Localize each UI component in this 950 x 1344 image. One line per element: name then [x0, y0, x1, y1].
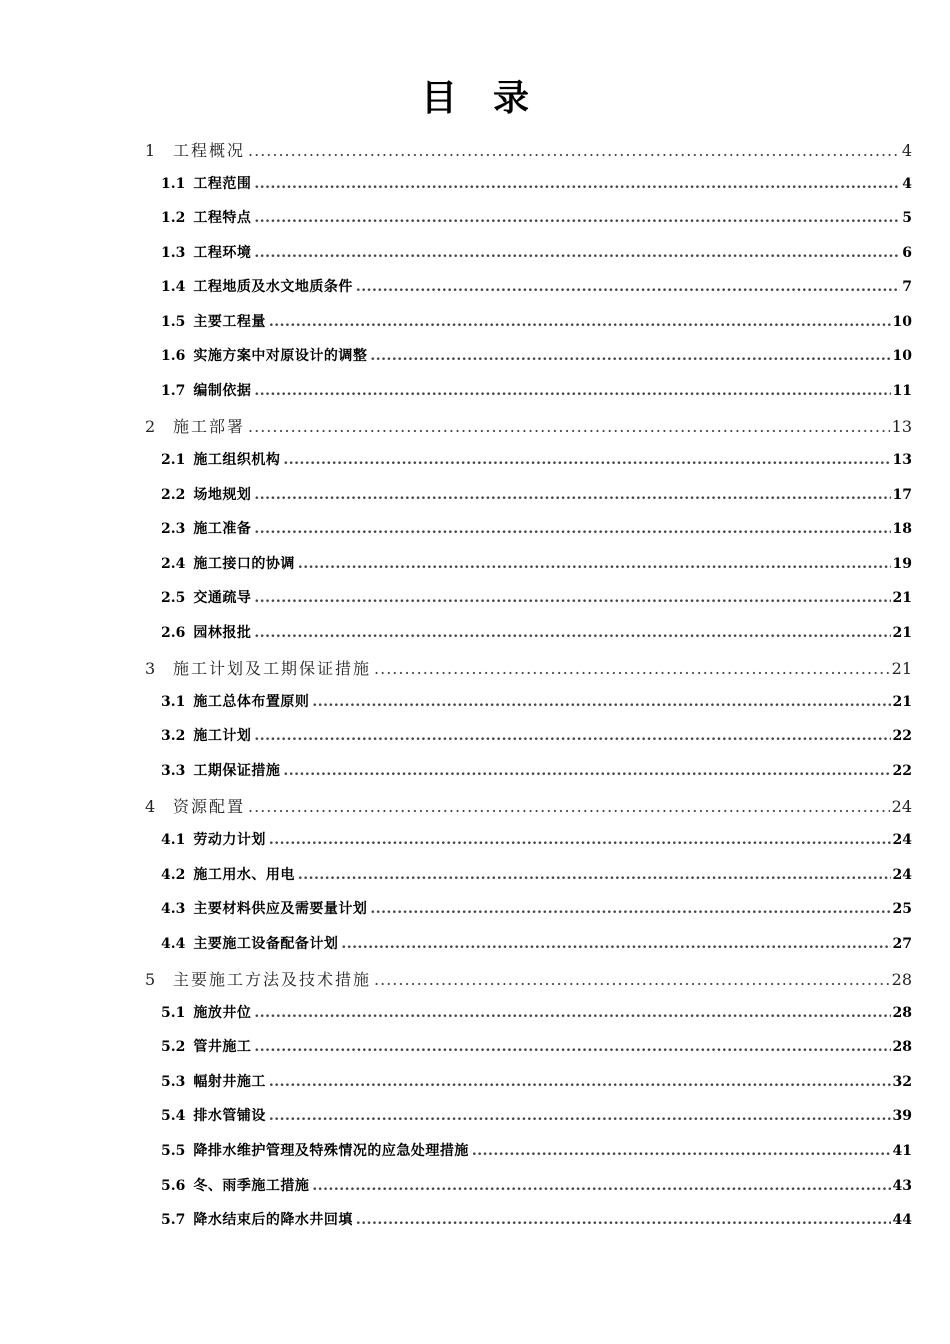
toc-leader-dots — [269, 314, 891, 330]
toc-entry-number: 1.7 — [161, 382, 186, 399]
toc-leader-dots — [283, 452, 890, 468]
toc-section-entry[interactable] — [161, 1036, 912, 1056]
toc-entry-number: 5.7 — [161, 1212, 186, 1229]
toc-page-number: 21 — [892, 624, 912, 641]
toc-entry-number: 2.3 — [161, 521, 186, 538]
toc-entry-title: 主要工程量 — [193, 313, 266, 330]
toc-page-number: 7 — [902, 279, 912, 296]
toc-section-entry[interactable] — [161, 345, 912, 365]
toc-entry-title: 降排水维护管理及特殊情况的应急处理措施 — [193, 1142, 469, 1159]
toc-entry-title: 劳动力计划 — [193, 832, 266, 848]
toc-page-number: 13 — [892, 451, 912, 468]
toc-page-number: 11 — [892, 382, 912, 399]
toc-section-entry[interactable] — [161, 484, 912, 504]
toc-entry-number: 5.6 — [161, 1177, 186, 1194]
toc-entry-title: 工程概况 — [173, 141, 246, 160]
toc-entry-number: 4.1 — [161, 832, 186, 848]
toc-section-entry[interactable] — [161, 380, 912, 400]
toc-entry-number: 3.3 — [161, 762, 186, 779]
toc-leader-dots — [248, 417, 890, 436]
toc-leader-dots — [254, 1039, 890, 1055]
toc-entry-title: 编制依据 — [193, 382, 252, 399]
toc-leader-dots — [312, 694, 890, 710]
toc-leader-dots — [341, 936, 890, 952]
toc-section-entry[interactable] — [161, 311, 912, 331]
toc-entry-title: 施工准备 — [193, 521, 252, 538]
toc-section-entry[interactable] — [161, 760, 912, 780]
toc-entry-title: 幅射井施工 — [193, 1073, 266, 1090]
toc-page-number: 4 — [901, 141, 912, 160]
toc-page-number: 28 — [892, 1004, 912, 1021]
toc-entry-title: 施工计划 — [193, 728, 252, 745]
toc-leader-dots — [472, 1143, 891, 1159]
toc-entry-title: 工程地质及水文地质条件 — [193, 279, 353, 296]
toc-entry-title: 主要施工设备配备计划 — [193, 935, 339, 952]
toc-leader-dots — [312, 1178, 890, 1194]
toc-leader-dots — [370, 901, 890, 917]
toc-leader-dots — [254, 176, 900, 192]
toc-entry-title: 施工计划及工期保证措施 — [173, 659, 372, 679]
toc-leader-dots — [370, 348, 890, 364]
toc-leader-dots — [254, 210, 900, 226]
toc-entry-number: 1.5 — [161, 313, 186, 330]
toc-section-entry[interactable] — [161, 1071, 912, 1091]
toc-entry-title: 场地规划 — [193, 486, 252, 503]
toc-section-entry[interactable] — [161, 864, 912, 884]
toc-leader-dots — [254, 487, 890, 503]
toc-page-number: 21 — [892, 693, 912, 710]
toc-entry-title: 工期保证措施 — [193, 762, 281, 779]
toc-entry-title: 工程环境 — [193, 244, 252, 261]
toc-entry-number: 5.2 — [161, 1039, 186, 1056]
toc-section-entry[interactable] — [161, 898, 912, 918]
toc-entry-title: 排水管铺设 — [193, 1108, 266, 1125]
toc-leader-dots — [248, 141, 900, 160]
toc-leader-dots — [248, 797, 890, 816]
toc-leader-dots — [356, 279, 900, 295]
toc-section-entry[interactable] — [161, 1002, 912, 1022]
toc-page-number: 27 — [892, 935, 912, 952]
toc-section-entry[interactable] — [161, 553, 912, 573]
toc-leader-dots — [298, 867, 891, 883]
toc-section-entry[interactable] — [161, 276, 912, 296]
toc-page-number: 28 — [891, 970, 912, 990]
toc-entry-number: 5.3 — [161, 1073, 186, 1090]
toc-page-number: 43 — [892, 1177, 912, 1194]
toc-entry-number: 1.6 — [161, 348, 186, 365]
toc-leader-dots — [374, 970, 890, 989]
toc-entry-number: 1.2 — [161, 210, 186, 227]
toc-entry-number: 3.1 — [161, 693, 186, 710]
toc-entry-number: 4.3 — [161, 901, 186, 918]
toc-section-entry[interactable] — [161, 1140, 912, 1160]
toc-entry-title: 施放井位 — [193, 1004, 252, 1021]
toc-entry-number: 3 — [145, 659, 156, 679]
toc-page-number: 39 — [892, 1108, 912, 1125]
toc-leader-dots — [269, 832, 891, 848]
toc-page-number: 24 — [891, 797, 912, 817]
toc-entry-title: 施工总体布置原则 — [193, 693, 310, 710]
toc-leader-dots — [254, 245, 900, 261]
toc-section-entry[interactable] — [161, 1209, 912, 1229]
toc-entry-title: 工程特点 — [193, 210, 252, 227]
toc-section-entry[interactable] — [161, 691, 912, 711]
toc-entry-number: 2.2 — [161, 486, 186, 503]
toc-entry-number: 1.1 — [161, 175, 186, 192]
toc-section-entry[interactable] — [161, 242, 912, 262]
toc-page-number: 18 — [892, 521, 912, 538]
toc-page-number: 10 — [892, 348, 912, 365]
toc-section-entry[interactable] — [161, 518, 912, 538]
toc-entry-title: 实施方案中对原设计的调整 — [193, 348, 368, 365]
toc-page-number: 10 — [892, 313, 912, 330]
toc-section-entry[interactable] — [161, 725, 912, 745]
toc-entry-number: 2.4 — [161, 555, 186, 572]
toc-leader-dots — [254, 728, 890, 744]
toc-entry-title: 主要材料供应及需要量计划 — [193, 901, 368, 918]
toc-entry-number: 2.1 — [161, 451, 186, 468]
toc-section-entry[interactable] — [161, 207, 912, 227]
toc-entry-title: 工程范围 — [193, 175, 252, 192]
toc-page-number: 28 — [892, 1039, 912, 1056]
toc-section-entry[interactable] — [161, 933, 912, 953]
toc-page-number: 44 — [892, 1212, 912, 1229]
toc-entry-number: 2 — [145, 417, 156, 437]
toc-page-number: 21 — [892, 590, 912, 607]
toc-entry-title: 施工接口的协调 — [193, 555, 295, 572]
toc-leader-dots — [356, 1212, 891, 1228]
toc-entry-title: 施工部署 — [173, 417, 246, 437]
toc-section-entry[interactable] — [161, 829, 912, 849]
toc-page-number: 13 — [891, 417, 912, 437]
toc-entry-number: 5.4 — [161, 1108, 186, 1125]
toc-section-entry[interactable] — [161, 622, 912, 642]
toc-page-number: 19 — [892, 555, 912, 572]
toc-page-number: 32 — [892, 1073, 912, 1090]
toc-chapter-entry[interactable] — [145, 967, 912, 990]
toc-entry-number: 3.2 — [161, 728, 186, 745]
toc-leader-dots — [254, 521, 890, 537]
toc-section-entry[interactable] — [161, 449, 912, 469]
toc-page-number: 22 — [892, 762, 912, 779]
toc-entry-number: 1 — [145, 141, 156, 160]
toc-leader-dots — [269, 1108, 891, 1124]
toc-entry-title: 降水结束后的降水井回填 — [193, 1212, 353, 1229]
toc-section-entry[interactable] — [161, 1175, 912, 1195]
toc-entry-title: 资源配置 — [173, 797, 246, 817]
toc-chapter-entry[interactable] — [145, 794, 912, 817]
toc-leader-dots — [374, 659, 890, 678]
toc-section-entry[interactable] — [161, 587, 912, 607]
page-title: 目 录 — [420, 77, 529, 119]
toc-page-number: 24 — [892, 866, 912, 883]
toc-entry-number: 4.2 — [161, 866, 186, 883]
toc-entry-title: 冬、雨季施工措施 — [193, 1177, 310, 1194]
toc-leader-dots — [283, 763, 890, 779]
toc-page-number: 24 — [892, 832, 912, 848]
toc-entry-number: 5.5 — [161, 1142, 186, 1159]
toc-entry-number: 1.3 — [161, 244, 186, 261]
toc-page-number: 21 — [891, 659, 912, 679]
toc-entry-title: 施工组织机构 — [193, 451, 281, 468]
toc-entry-title: 管井施工 — [193, 1039, 252, 1056]
toc-leader-dots — [298, 556, 891, 572]
toc-page-number: 4 — [902, 175, 912, 192]
toc-leader-dots — [254, 383, 890, 399]
toc-entry-title: 交通疏导 — [193, 590, 252, 607]
toc-page-number: 5 — [902, 210, 912, 227]
toc-section-entry[interactable] — [161, 1105, 912, 1125]
toc-page-number: 6 — [902, 244, 912, 261]
toc-leader-dots — [269, 1074, 891, 1090]
toc-entry-title: 主要施工方法及技术措施 — [173, 970, 372, 990]
toc-entry-title: 园林报批 — [193, 624, 252, 641]
toc-chapter-entry[interactable] — [145, 414, 912, 437]
toc-page-number: 25 — [892, 901, 912, 918]
toc-page-number: 41 — [892, 1142, 912, 1159]
toc-entry-number: 4.4 — [161, 935, 186, 952]
toc-leader-dots — [254, 1005, 890, 1021]
toc-chapter-entry[interactable] — [145, 138, 912, 161]
toc-leader-dots — [254, 590, 890, 606]
toc-entry-number: 2.6 — [161, 624, 186, 641]
toc-entry-title: 施工用水、用电 — [193, 866, 295, 883]
toc-entry-number: 5.1 — [161, 1004, 186, 1021]
toc-entry-number: 1.4 — [161, 279, 186, 296]
toc-page-number: 17 — [892, 486, 912, 503]
toc-chapter-entry[interactable] — [145, 656, 912, 679]
toc-entry-number: 2.5 — [161, 590, 186, 607]
toc-entry-number: 5 — [145, 970, 156, 990]
toc-entry-number: 4 — [145, 797, 156, 817]
toc-page-number: 22 — [892, 728, 912, 745]
toc-leader-dots — [254, 625, 890, 641]
toc-section-entry[interactable] — [161, 173, 912, 193]
